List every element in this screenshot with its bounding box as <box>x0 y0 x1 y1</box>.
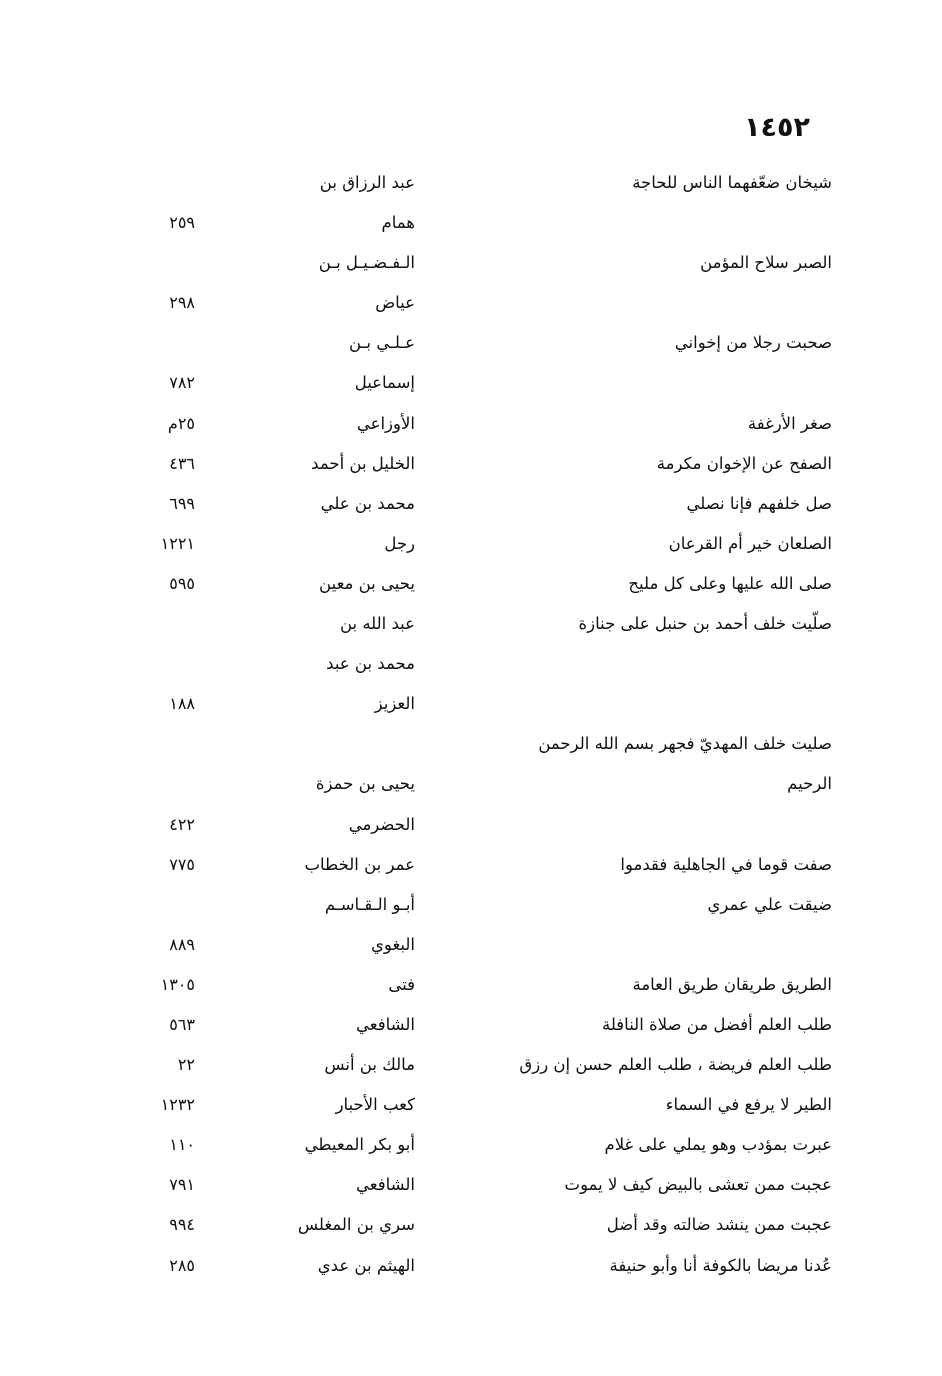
entry-number: ٨٨٩ <box>169 934 195 954</box>
index-table <box>0 163 942 1286</box>
entry-text: شيخان ضعّفهما الناس للحاجة <box>632 173 832 192</box>
entry-text: صل خلفهم فإنا نصلي <box>686 493 832 513</box>
entry-narrator: الـفـضـيـل بـن <box>318 253 415 273</box>
entry-text: الطريق طريقان طريق العامة <box>632 974 832 994</box>
entry-text: طلب العلم فريضة ، طلب العلم حسن إن رزق <box>519 1055 832 1075</box>
entry-narrator: عبد الرزاق بن <box>319 173 415 192</box>
entry-narrator: عمر بن الخطاب <box>304 854 415 874</box>
index-row <box>0 404 942 444</box>
entry-narrator: عياض <box>375 293 415 313</box>
index-row <box>0 644 942 684</box>
index-row <box>0 1125 942 1165</box>
entry-narrator: الشافعي <box>356 1014 415 1034</box>
entry-narrator: الخليل بن أحمد <box>311 453 415 473</box>
entry-text: صلى الله عليها وعلى كل مليح <box>628 573 832 593</box>
index-row <box>0 363 942 403</box>
index-row <box>0 1005 942 1045</box>
index-row <box>0 965 942 1005</box>
index-row <box>0 805 942 845</box>
entry-narrator: إسماعيل <box>354 373 415 393</box>
index-row <box>0 604 942 644</box>
entry-narrator: عبد الله بن <box>339 614 415 634</box>
entry-narrator: الشافعي <box>356 1175 415 1195</box>
entry-number: ٤٣٦ <box>169 453 195 473</box>
index-row <box>0 163 942 203</box>
entry-text: الصفح عن الإخوان مكرمة <box>656 453 832 473</box>
entry-text: ضيقت علي عمري <box>707 894 832 914</box>
index-row <box>0 724 942 764</box>
index-row <box>0 444 942 484</box>
entry-number: ١٣٠٥ <box>160 974 195 994</box>
entry-number: ٤٢٢ <box>169 814 195 834</box>
entry-number: ٧٩١ <box>169 1175 195 1195</box>
index-row <box>0 764 942 804</box>
entry-narrator: العزيز <box>374 694 415 714</box>
entry-narrator: رجل <box>384 533 415 553</box>
entry-narrator: يحيى بن حمزة <box>315 774 415 794</box>
entry-number: ٧٨٢ <box>169 373 195 393</box>
entry-text: الصلعان خير أم القرعان <box>668 533 832 553</box>
entry-text: عجبت ممن ينشد ضالته وقد أضل <box>606 1215 832 1235</box>
entry-narrator: الأوزاعي <box>356 413 415 433</box>
entry-narrator: أبـو الـقـاسـم <box>324 894 415 914</box>
entry-narrator: فتى <box>388 974 415 994</box>
index-row <box>0 684 942 724</box>
entry-text: طلب العلم أفضل من صلاة النافلة <box>601 1014 832 1034</box>
entry-narrator: محمد بن عبد <box>326 654 415 674</box>
entry-narrator: كعب الأحبار <box>335 1095 415 1115</box>
entry-narrator: أبو بكر المعيطي <box>304 1135 415 1155</box>
entry-number: ١٢٢١ <box>160 533 195 553</box>
entry-number: ٢٥م <box>167 413 195 433</box>
entry-number: ٢٩٨ <box>169 293 195 313</box>
index-row <box>0 1246 942 1286</box>
entry-number: ١٢٣٢ <box>160 1095 195 1115</box>
index-row <box>0 925 942 965</box>
index-row <box>0 323 942 363</box>
entry-text: صفت قوما في الجاهلية فقدموا <box>620 854 832 874</box>
entry-number: ٢٨٥ <box>169 1255 195 1275</box>
entry-text: الطير لا يرفع في السماء <box>665 1095 832 1115</box>
index-row <box>0 845 942 885</box>
entry-narrator: الحضرمي <box>348 814 415 834</box>
entry-narrator: عـلـي بـن <box>349 333 415 353</box>
entry-text: صحبت رجلا من إخواني <box>674 333 832 353</box>
entry-text: صلّيت خلف أحمد بن حنبل على جنازة <box>578 614 832 634</box>
entry-number: ٧٧٥ <box>169 854 195 874</box>
entry-number: ١٨٨ <box>169 694 195 714</box>
entry-narrator: يحيى بن معين <box>319 573 415 593</box>
index-row <box>0 524 942 564</box>
index-row <box>0 283 942 323</box>
index-row <box>0 243 942 283</box>
index-row <box>0 203 942 243</box>
entry-text: عُدنا مريضا بالكوفة أنا وأبو حنيفة <box>609 1255 832 1275</box>
entry-narrator: مالك بن أنس <box>324 1055 415 1075</box>
entry-narrator: البغوي <box>371 934 415 954</box>
entry-number: ٦٩٩ <box>169 493 195 513</box>
index-row <box>0 484 942 524</box>
entry-text: صغر الأرغفة <box>747 413 832 433</box>
entry-number: ٩٩٤ <box>169 1215 195 1235</box>
entry-text: الصبر سلاح المؤمن <box>700 253 832 273</box>
entry-narrator: سري بن المغلس <box>297 1215 415 1235</box>
entry-narrator: محمد بن علي <box>320 493 415 513</box>
index-row <box>0 885 942 925</box>
entry-narrator: الهيثم بن عدي <box>317 1255 415 1275</box>
entry-number: ٥٦٣ <box>169 1014 195 1034</box>
index-row <box>0 1085 942 1125</box>
index-row <box>0 1205 942 1245</box>
page-number: ١٤٥٢ <box>744 112 810 143</box>
entry-number: ٢٢ <box>177 1055 195 1075</box>
entry-text: الرحيم <box>787 774 832 794</box>
entry-number: ٥٩٥ <box>169 573 195 593</box>
index-row <box>0 1045 942 1085</box>
entry-number: ١١٠ <box>169 1135 195 1155</box>
entry-text: صليت خلف المهديّ فجهر بسم الله الرحمن <box>538 734 832 754</box>
index-row <box>0 564 942 604</box>
entry-narrator: همام <box>381 213 415 233</box>
index-row <box>0 1165 942 1205</box>
entry-number: ٢٥٩ <box>169 213 195 233</box>
entry-text: عجبت ممن تعشى بالبيض كيف لا يموت <box>564 1175 832 1195</box>
entry-text: عبرت بمؤدب وهو يملي على غلام <box>604 1135 832 1155</box>
